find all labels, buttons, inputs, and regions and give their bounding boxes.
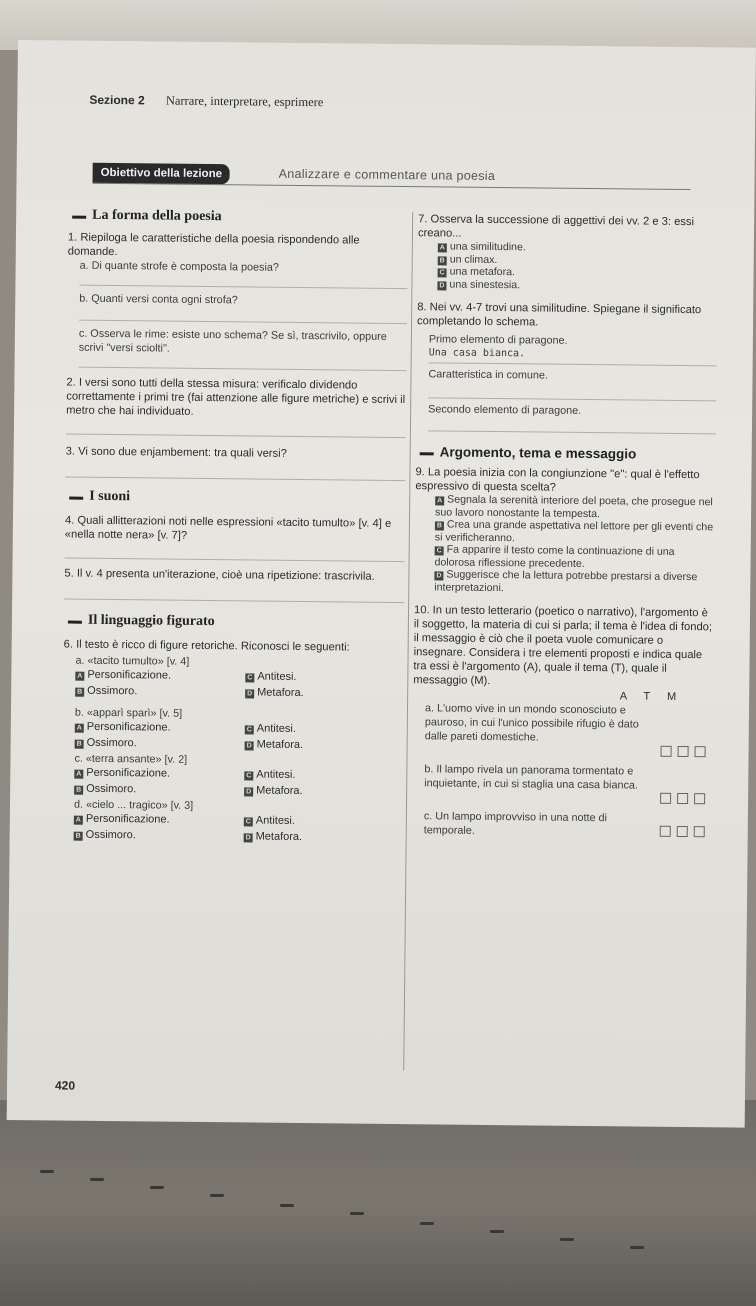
question-6: 6. Il testo è ricco di figure retoriche. Riconosci le seguenti:	[63, 638, 350, 654]
option-c[interactable]: C una metafora.	[439, 265, 516, 279]
question-2: 2. I versi sono tutti della stessa misura: verificalo dividendo correttamente i primi tre (fai attenzione alle figure metriche) e scrivi il metro che hai individuato.	[66, 376, 406, 418]
answer-line	[79, 285, 407, 289]
objective-bar	[92, 163, 690, 190]
checkbox-t[interactable]	[678, 746, 689, 757]
options-grid	[63, 720, 403, 754]
option-d[interactable]: D Metafora.	[245, 830, 303, 844]
option-c[interactable]: C Antitesi.	[245, 814, 296, 827]
option-b[interactable]: B Ossimoro.	[75, 828, 136, 842]
checkbox-m[interactable]	[694, 826, 705, 837]
page-number: 420	[54, 1078, 76, 1093]
option-c[interactable]: C Antitesi.	[246, 768, 296, 781]
options-grid	[63, 668, 403, 702]
option-d[interactable]: D Metafora.	[247, 686, 304, 700]
checkbox-m[interactable]	[694, 793, 705, 804]
q10-item-a: a. L'uomo vive in un mondo sconosciuto e pauroso, in cui l'unico possibile rifugio è dato dalle pareti domestiche.	[413, 701, 714, 761]
answer-line	[65, 558, 405, 563]
q10-item-c: c. Un lampo improvviso in una notte di temporale.	[412, 809, 712, 841]
question-5: 5. Il v. 4 presenta un'iterazione, cioè una ripetizione: trascrivila.	[64, 567, 375, 583]
question-1c: c. Osserva le rime: esiste uno schema? Se sì, trascrivilo, oppure scrivi "versi sciolti".	[78, 327, 387, 355]
options-grid	[62, 766, 402, 800]
option-d[interactable]: D una sinestesia.	[439, 278, 521, 291]
question-1: 1. Riepiloga le caratteristiche della poesia rispondendo alle domande.	[67, 231, 360, 259]
question-7: 7. Osserva la successione di aggettivi dei vv. 2 e 3: essi creano...	[417, 213, 695, 240]
textbook-page	[7, 40, 756, 1128]
q8-second-element: Secondo elemento di paragone.	[428, 403, 582, 417]
question-6c: c. «terra ansante» [v. 2]	[74, 752, 188, 766]
checkbox-a[interactable]	[661, 746, 672, 757]
answer-line	[65, 477, 405, 482]
question-4: 4. Quali allitterazioni noti nelle espressioni «tacito tumulto» [v. 4] e «nella notte nera» [v. 7]?	[64, 514, 392, 542]
answer-line	[64, 599, 404, 604]
option-a[interactable]: A una similitudine.	[439, 240, 526, 254]
option-a[interactable]: A Segnala la serenità interiore del poeta, che prosegue nel suo lavoro nonostante la tempesta.	[435, 493, 713, 520]
q8-first-answer: Una casa bianca.	[428, 347, 526, 360]
option-b[interactable]: B Ossimoro.	[76, 736, 137, 750]
checkbox-a[interactable]	[660, 793, 671, 804]
question-1b: b. Quanti versi conta ogni strofa?	[79, 292, 238, 307]
section-heading: I suoni	[65, 490, 405, 508]
option-b[interactable]: B Crea una grande aspettativa nel lettore per gli eventi che si verificheranno.	[434, 518, 714, 544]
option-c[interactable]: C Fa apparire il testo come la continuazione di una dolorosa riflessione precedente.	[434, 543, 675, 570]
option-a[interactable]: A Personificazione.	[77, 668, 172, 682]
option-d[interactable]: D Suggerisce che la lettura potrebbe prestarsi a diverse interpretazioni.	[434, 568, 698, 594]
checkbox-a[interactable]	[660, 826, 671, 837]
option-d[interactable]: D Metafora.	[246, 784, 303, 798]
spiral-binding	[0, 1150, 756, 1260]
section-heading: Il linguaggio figurato	[64, 614, 404, 632]
answer-line	[79, 320, 407, 324]
section-heading: Argomento, tema e messaggio	[416, 445, 716, 462]
option-d[interactable]: D Metafora.	[246, 738, 304, 752]
option-a[interactable]: A Personificazione.	[75, 812, 170, 826]
option-b[interactable]: B Ossimoro.	[77, 684, 138, 698]
q8-first-element: Primo elemento di paragone.	[428, 333, 568, 347]
objective-label: Obiettivo della lezione	[93, 163, 231, 184]
left-column	[62, 209, 409, 846]
q10-item-b: b. Il lampo rivela un panorama tormentato e inquietante, in cui si staglia una casa bianca.	[412, 762, 712, 808]
q8-common-feature: Caratteristica in comune.	[428, 368, 548, 382]
objective-text: Analizzare e commentare una poesia	[278, 166, 496, 184]
page-header	[89, 93, 323, 110]
option-b[interactable]: B un climax.	[439, 253, 498, 266]
question-10: 10. In un testo letterario (poetico o narrativo), l'argomento è il soggetto, la materia di cui si parla; il tema è l'idea di fondo; il messaggio è ciò che il poeta vuole comunicare o insegnare. Considera i tre elementi proposti e indica quale tra essi è l'argomento (A), quale il tema (T), quale il messaggio (M).	[413, 604, 713, 687]
question-8: 8. Nei vv. 4-7 trovi una similitudine. Spiegane il significato completando lo schema.	[417, 301, 702, 329]
question-6a: a. «tacito tumulto» [v. 4]	[75, 654, 190, 668]
section-heading: La forma della poesia	[68, 209, 408, 227]
options-grid	[62, 812, 402, 846]
option-a[interactable]: A Personificazione.	[76, 720, 171, 734]
question-9: 9. La poesia inizia con la congiunzione "e": qual è l'effetto espressivo di questa scelta?	[415, 466, 700, 494]
checkbox-m[interactable]	[695, 746, 706, 757]
atm-header: A T M	[619, 690, 684, 704]
question-6b: b. «apparì sparì» [v. 5]	[74, 706, 183, 720]
answer-line	[66, 434, 406, 439]
answer-line	[428, 397, 716, 401]
option-b[interactable]: B Ossimoro.	[76, 782, 137, 796]
section-title: Narrare, interpretare, esprimere	[165, 93, 324, 110]
answer-line	[429, 362, 717, 366]
answer-line	[79, 367, 407, 371]
checkbox-t[interactable]	[677, 793, 688, 804]
checkbox-t[interactable]	[677, 826, 688, 837]
option-a[interactable]: A Personificazione.	[76, 766, 171, 780]
question-1a: a. Di quante strofe è composta la poesia?	[79, 259, 279, 274]
answer-line	[428, 430, 716, 434]
option-c[interactable]: C Antitesi.	[247, 670, 297, 683]
right-column	[412, 212, 719, 841]
question-3: 3. Vi sono due enjambement: tra quali versi?	[65, 445, 287, 460]
option-c[interactable]: C Antitesi.	[246, 722, 297, 735]
section-number: Sezione 2	[89, 92, 145, 108]
question-6d: d. «cielo ... tragico» [v. 3]	[73, 798, 194, 812]
